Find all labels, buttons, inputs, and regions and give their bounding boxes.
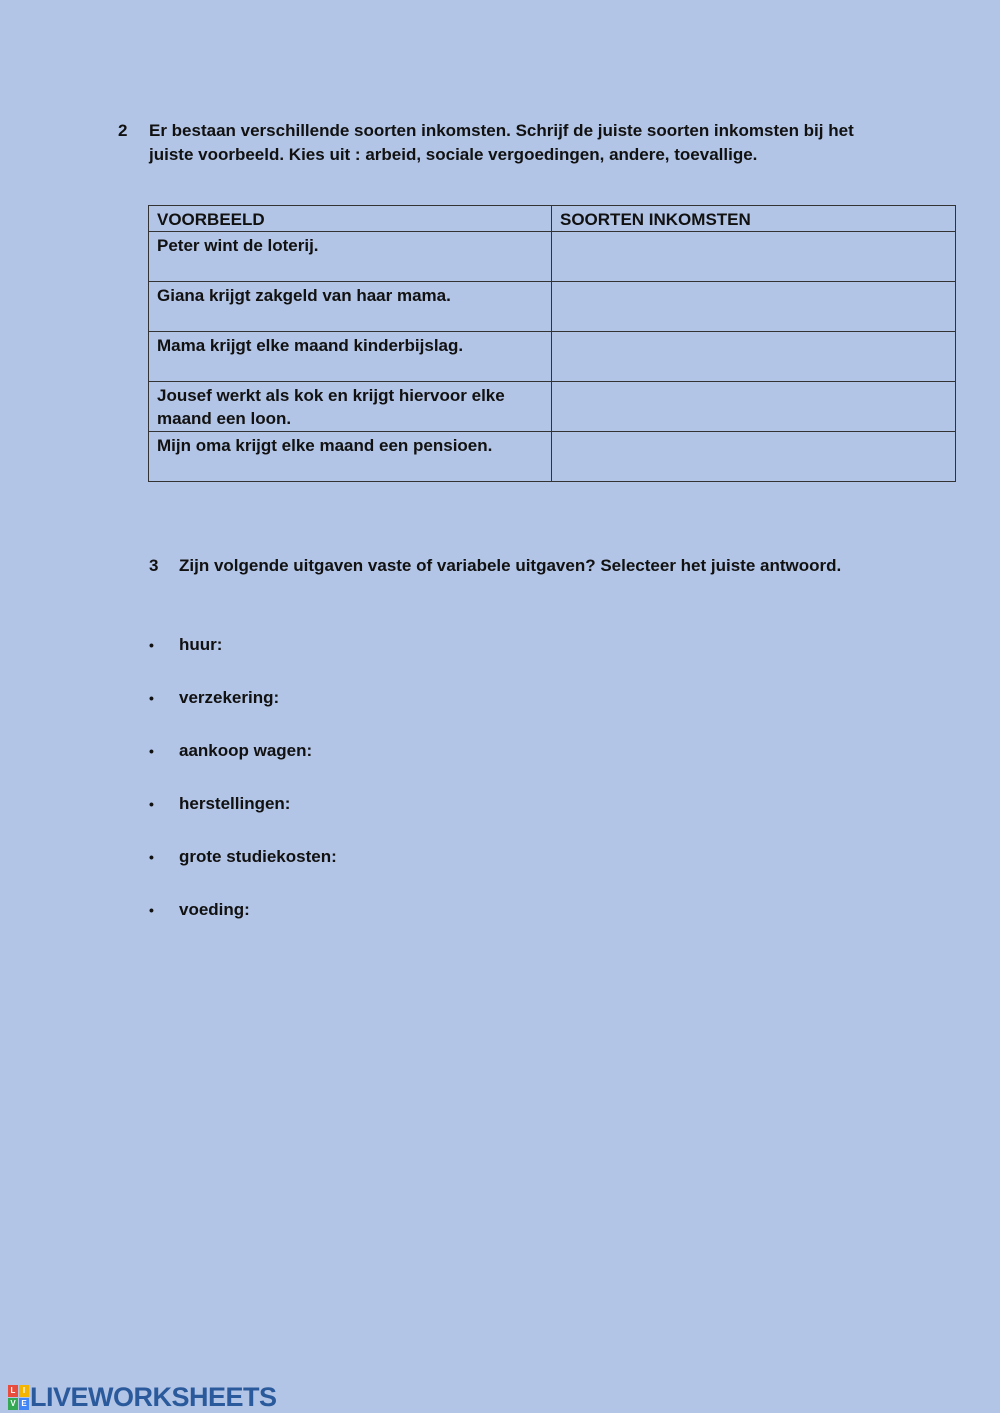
list-item — [149, 739, 337, 792]
example-cell: Jousef werkt als kok en krijgt hiervoor elke maand een loon. — [149, 382, 552, 432]
answer-cell[interactable] — [552, 282, 956, 332]
list-item — [149, 845, 337, 898]
question-3-text: Zijn volgende uitgaven vaste of variabele uitgaven? Selecteer het juiste antwoord. — [179, 556, 842, 575]
table-row — [149, 282, 956, 332]
expense-label: huur: — [179, 635, 223, 654]
example-cell: Giana krijgt zakgeld van haar mama. — [149, 282, 552, 332]
question-2-number: 2 — [118, 121, 128, 140]
list-item — [149, 633, 337, 686]
answer-cell[interactable] — [552, 432, 956, 482]
logo-mark-letter: E — [19, 1398, 29, 1410]
logo-mark-icon — [8, 1385, 29, 1410]
example-cell: Peter wint de loterij. — [149, 232, 552, 282]
question-3 — [149, 555, 849, 577]
expense-label: voeding: — [179, 900, 250, 919]
expense-label: aankoop wagen: — [179, 741, 313, 760]
list-item — [149, 686, 337, 739]
header-voorbeeld: VOORBEELD — [149, 206, 552, 232]
table-row — [149, 332, 956, 382]
table-row — [149, 432, 956, 482]
bullet-icon: • — [149, 690, 154, 706]
expense-list — [149, 633, 337, 951]
list-item — [149, 898, 337, 951]
liveworksheets-logo[interactable] — [8, 1382, 277, 1413]
expense-label: grote studiekosten: — [179, 847, 337, 866]
bullet-icon: • — [149, 902, 154, 918]
example-cell: Mama krijgt elke maand kinderbijslag. — [149, 332, 552, 382]
table-row — [149, 382, 956, 432]
header-soorten-inkomsten: SOORTEN INKOMSTEN — [552, 206, 956, 232]
bullet-icon: • — [149, 796, 154, 812]
logo-mark-letter: V — [8, 1398, 18, 1410]
question-2 — [118, 119, 898, 167]
logo-mark-letter: L — [8, 1385, 18, 1397]
expense-label: herstellingen: — [179, 794, 291, 813]
table-header-row — [149, 206, 956, 232]
logo-text: LIVEWORKSHEETS — [30, 1382, 277, 1412]
answer-cell[interactable] — [552, 332, 956, 382]
income-table — [148, 205, 956, 482]
bullet-icon: • — [149, 743, 154, 759]
bullet-icon: • — [149, 849, 154, 865]
logo-mark-letter: I — [19, 1385, 29, 1397]
question-3-number: 3 — [149, 556, 159, 575]
question-2-text: Er bestaan verschillende soorten inkomsten. Schrijf de juiste soorten inkomsten bij het juiste voorbeeld. Kies uit : arbeid, sociale vergoedingen, andere, toevallige. — [149, 121, 854, 164]
table-row — [149, 232, 956, 282]
bullet-icon: • — [149, 637, 154, 653]
answer-cell[interactable] — [552, 232, 956, 282]
list-item — [149, 792, 337, 845]
example-cell: Mijn oma krijgt elke maand een pensioen. — [149, 432, 552, 482]
expense-label: verzekering: — [179, 688, 280, 707]
answer-cell[interactable] — [552, 382, 956, 432]
